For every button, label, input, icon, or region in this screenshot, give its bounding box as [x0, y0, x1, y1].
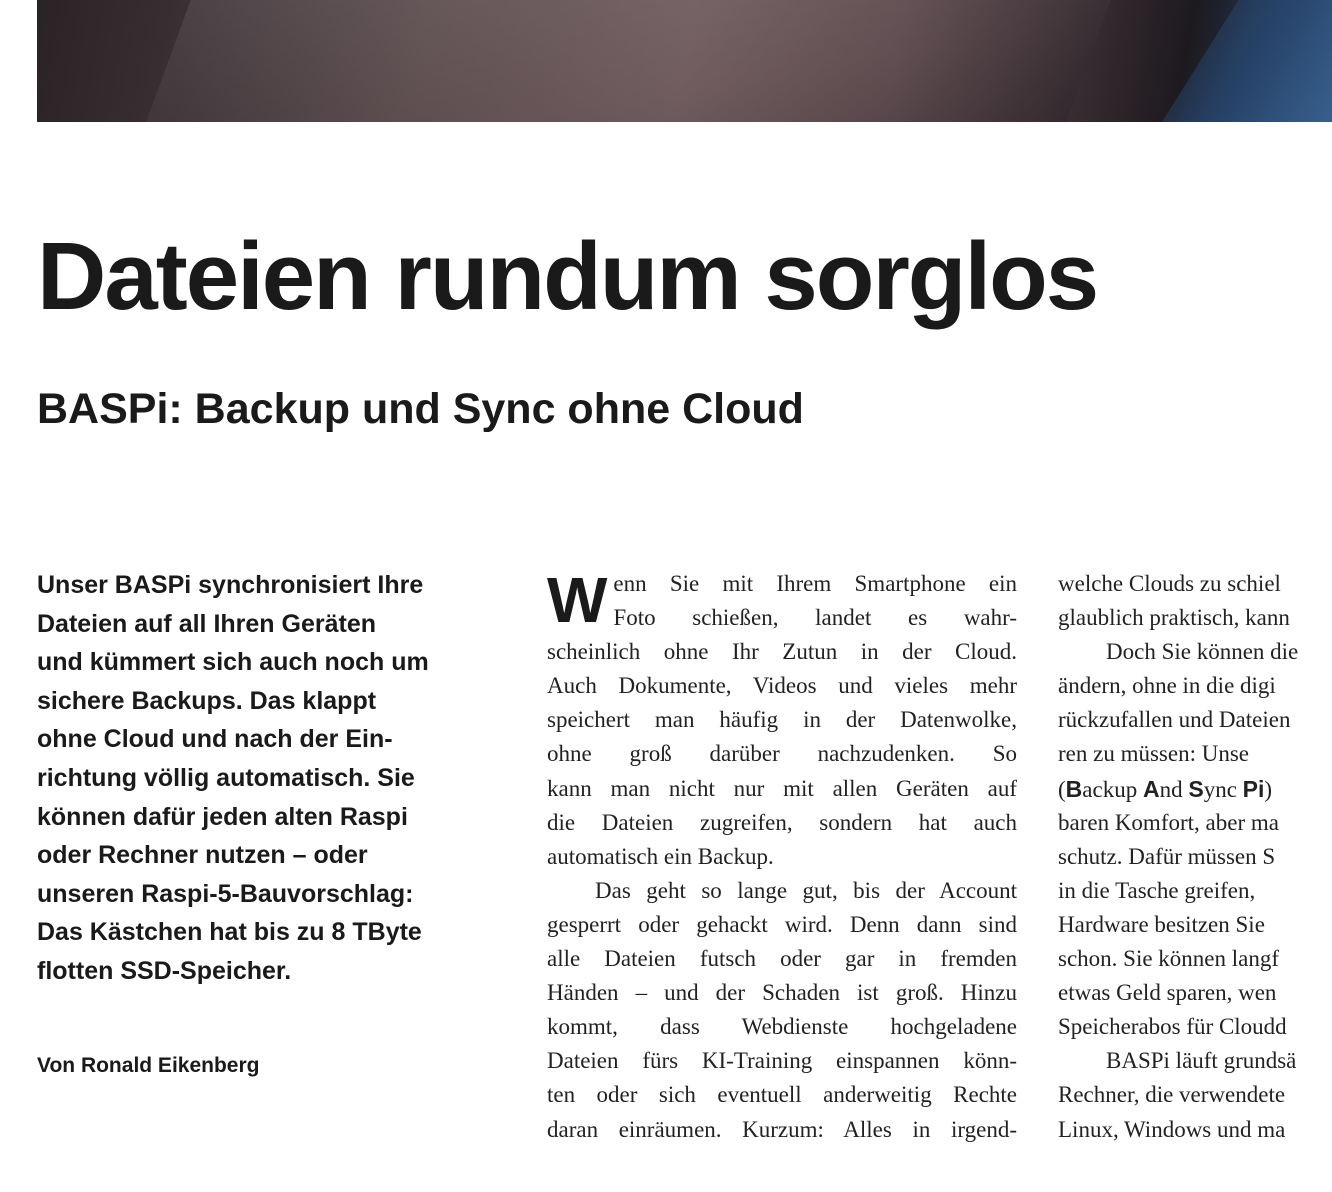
body-line: schutz. Dafür müssen S	[1058, 843, 1276, 869]
acronym-a: A	[1142, 775, 1160, 802]
body-line: glaublich praktisch, kann	[1058, 605, 1290, 631]
lead-line: sichere Backups. Das klappt	[37, 686, 377, 715]
body-line: kann man nicht nur mit allen Geräten auf	[547, 775, 1017, 801]
body-column-2	[1058, 567, 1332, 1147]
photo-blue-shape	[1162, 0, 1332, 122]
body-line: Rechner, die verwendete	[1058, 1082, 1286, 1108]
body-line: Linux, Windows und ma	[1058, 1116, 1286, 1142]
lead-line: und kümmert sich auch noch um	[37, 648, 429, 677]
body-line: ren zu müssen: Unse	[1058, 741, 1249, 767]
body-line: ten oder sich eventuell anderweitig Rechte	[547, 1082, 1017, 1108]
acronym-s-rest: ync	[1203, 776, 1243, 802]
article-subtitle: BASPi: Backup und Sync ohne Cloud	[37, 385, 804, 433]
photo-sheen	[136, 0, 1118, 122]
article-title: Dateien rundum sorglos	[37, 223, 1098, 330]
body-line: Doch Sie können die	[1106, 639, 1299, 665]
body-line: gesperrt oder gehackt wird. Denn dann sind	[547, 911, 1017, 937]
body-line: kommt, dass Webdienste hochgeladene	[547, 1014, 1017, 1040]
body-line: Dateien fürs KI-Training einspannen könn-	[547, 1048, 1017, 1074]
body-line: Das geht so lange gut, bis der Account	[595, 877, 1017, 903]
acronym-b-rest: ackup	[1082, 776, 1143, 802]
body-column-1	[547, 564, 1017, 1147]
body-line: automatisch ein Backup.	[547, 843, 774, 869]
body-line: rückzufallen und Dateien	[1058, 707, 1291, 733]
body-line: Hardware besitzen Sie	[1058, 911, 1265, 937]
body-line: in die Tasche greifen,	[1058, 877, 1256, 903]
lead-line: Das Kästchen hat bis zu 8 TByte	[37, 918, 422, 947]
lead-line: flotten SSD-Speicher.	[37, 956, 292, 985]
body-line: die Dateien zugreifen, sondern hat auch	[547, 809, 1017, 835]
body-line: etwas Geld sparen, wen	[1058, 980, 1277, 1006]
body-line: scheinlich ohne Ihr Zutun in der Cloud.	[547, 639, 1017, 665]
lead-line: Dateien auf all Ihren Geräten	[37, 609, 376, 638]
lead-paragraph	[37, 566, 527, 991]
body-line: BASPi läuft grundsä	[1106, 1048, 1297, 1074]
body-line: Foto schießen, landet es wahr-	[613, 605, 1017, 631]
acronym-s: S	[1188, 775, 1204, 802]
body-line: ändern, ohne in die digi	[1058, 673, 1276, 699]
body-line: Speicherabos für Cloudd	[1058, 1014, 1287, 1040]
body-line: alle Dateien futsch oder gar in fremden	[547, 946, 1017, 972]
lead-line: Unser BASPi synchronisiert Ihre	[37, 571, 424, 599]
acronym-close: )	[1264, 776, 1273, 802]
body-line: Auch Dokumente, Videos und vieles mehr	[547, 673, 1017, 699]
lead-line: unseren Raspi-5-Bauvorschlag:	[37, 879, 414, 908]
body-line: Händen – und der Schaden ist groß. Hinzu	[547, 980, 1017, 1006]
body-line: speichert man häufig in der Datenwolke,	[547, 707, 1017, 733]
body-line: ohne groß darüber nachzudenken. So	[547, 741, 1017, 767]
body-line: enn Sie mit Ihrem Smartphone ein	[613, 571, 1017, 596]
lead-line: können dafür jeden alten Raspi	[37, 802, 408, 831]
acronym-line	[1058, 772, 1332, 806]
lead-line: richtung völlig automatisch. Sie	[37, 763, 415, 792]
body-line: daran einräumen. Kurzum: Alles in irgend-	[547, 1116, 1017, 1142]
acronym-pi: Pi	[1242, 775, 1265, 802]
lead-line: ohne Cloud und nach der Ein-	[37, 725, 393, 754]
body-line: baren Komfort, aber ma	[1058, 809, 1279, 835]
author-byline: Von Ronald Eikenberg	[37, 1054, 260, 1077]
acronym-a-rest: nd	[1159, 776, 1189, 802]
acronym-b: B	[1065, 775, 1083, 802]
body-line: schon. Sie können langf	[1058, 946, 1280, 972]
lead-line: oder Rechner nutzen – oder	[37, 841, 368, 870]
acronym-open: (	[1058, 776, 1066, 802]
body-line: welche Clouds zu schiel	[1058, 571, 1281, 596]
header-photo	[37, 0, 1332, 122]
drop-cap: W	[547, 564, 608, 636]
